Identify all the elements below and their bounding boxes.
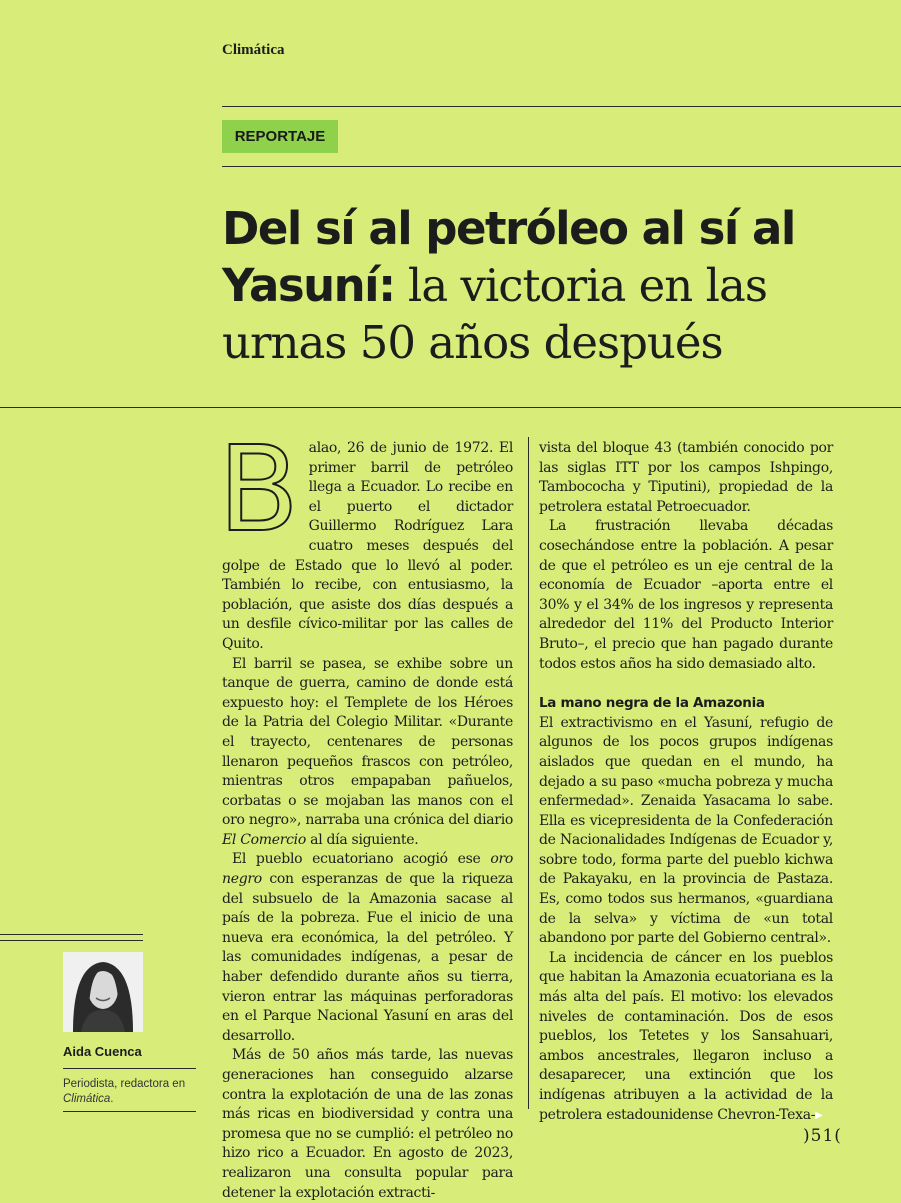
bio-rule bbox=[63, 1111, 196, 1112]
triangle-right-icon: ▶ bbox=[815, 1109, 823, 1121]
page-number: )51( bbox=[803, 1126, 842, 1146]
subheading: La mano negra de la Amazonia bbox=[539, 695, 765, 712]
column-divider bbox=[528, 437, 529, 1109]
paragraph: El barril se pasea, se exhibe sobre un tanque de guerra, camino de donde está expuesto hoy: el Templete de los Héroes de la Patria del Colegio Militar. «Durante el trayecto, centenares de personas llenaron pequeños frascos con petróleo, mientras otros empapaban pañuelos, corbatas o se mojaban las manos con el oro negro», narraba una crónica del diario El Comercio al día siguiente. bbox=[222, 655, 513, 848]
author-rule bbox=[0, 934, 143, 935]
paragraph: El pueblo ecuatoriano acogió ese oro negro con esperanzas de que la riqueza del subsuelo de la Amazonia sacase al país de la pobreza. Fue el inicio de una nueva era económica, la del petróleo. Y las comunidades indígenas, a pesar de haber defendido durante años su tierra, vieron entrar las máquinas perforadoras en el Parque Nacional Yasuní en aras del desarrollo. bbox=[222, 851, 513, 1044]
paragraph: vista del bloque 43 (también conocido por las siglas ITT por los campos Ishpingo, Tambococha y Tiputini), propiedad de la petrolera estatal Petroecuador. bbox=[539, 440, 833, 515]
paragraph: La frustración llevaba décadas cosechándose entre la población. A pesar de que el petróleo es un eje central de la economía de Ecuador –aporta entre el 30% y el 34% de los ingresos y representa alrededor del 11% del Producto Interior Bruto–, el precio que han pagado durante todos estos años ha sido demasiado alto. bbox=[539, 518, 833, 672]
section-tag: REPORTAJE bbox=[222, 120, 338, 153]
paragraph: alao, 26 de junio de 1972. El primer barril de petróleo llega a Ecuador. Lo recibe en el puerto el dictador Guillermo Rodríguez Lara cuatro meses después del golpe de Estado que lo llevó al poder. También lo recibe, con entusiasmo, la población, que asiste dos días después a un desfile cívico-militar por las calles de Quito. bbox=[222, 440, 513, 652]
author-name: Aida Cuenca bbox=[63, 1044, 142, 1059]
body-rule bbox=[0, 407, 901, 408]
bio-rule bbox=[63, 1068, 196, 1069]
author-rule bbox=[0, 940, 143, 941]
paragraph: La incidencia de cáncer en los pueblos que habitan la Amazonia ecuatoriana es la más alta del país. El motivo: los elevados niveles de contaminación. Dos de esos pueblos, los Tetetes y los Sansahuari, ambos ancestrales, llegaron incluso a desaparecer, una extinción que los indígenas atribuyen a la actividad de la petrolera estadounidense Chevron-Texa-▶ bbox=[539, 949, 833, 1123]
top-rule bbox=[222, 106, 901, 107]
headline-bold-1: Del sí al petróleo al sí al bbox=[222, 202, 795, 255]
drop-cap: B bbox=[218, 420, 299, 558]
magazine-brand: Climática bbox=[222, 42, 285, 58]
tag-rule bbox=[222, 166, 901, 167]
headline-light-2: urnas 50 años después bbox=[222, 316, 723, 369]
headline bbox=[222, 200, 862, 371]
headline-light-1: la victoria en las bbox=[407, 259, 767, 312]
article-column-2 bbox=[539, 439, 833, 1125]
headline-bold-2: Yasuní: bbox=[222, 259, 395, 312]
paragraph: Más de 50 años más tarde, las nuevas generaciones han conseguido alzarse contra la explotación de una de las zonas más ricas en biodiversidad y contra una promesa que no se cumplió: el petróleo no hizo rico a Ecuador. En agosto de 2023, realizaron una consulta popular para detener la explotación extracti- bbox=[222, 1047, 513, 1201]
paragraph: El extractivismo en el Yasuní, refugio de algunos de los pocos grupos indígenas aislados que quedan en el mundo, ha dejado a su paso «mucha pobreza y mucha enfermedad». Zenaida Yasacama lo sabe. Ella es vicepresidenta de la Confederación de Nacionalidades Indígenas de Ecuador y, sobre todo, forma parte del pueblo kichwa de Pakayaku, en la provincia de Pastaza. Es, como todos sus hermanos, «guardiana de la selva» y víctima de «un total abandono por parte del Gobierno central». bbox=[539, 714, 833, 947]
author-bio: Periodista, redactora en Climática. bbox=[63, 1078, 186, 1105]
article-column-1 bbox=[218, 420, 513, 1203]
author-photo bbox=[63, 952, 143, 1032]
